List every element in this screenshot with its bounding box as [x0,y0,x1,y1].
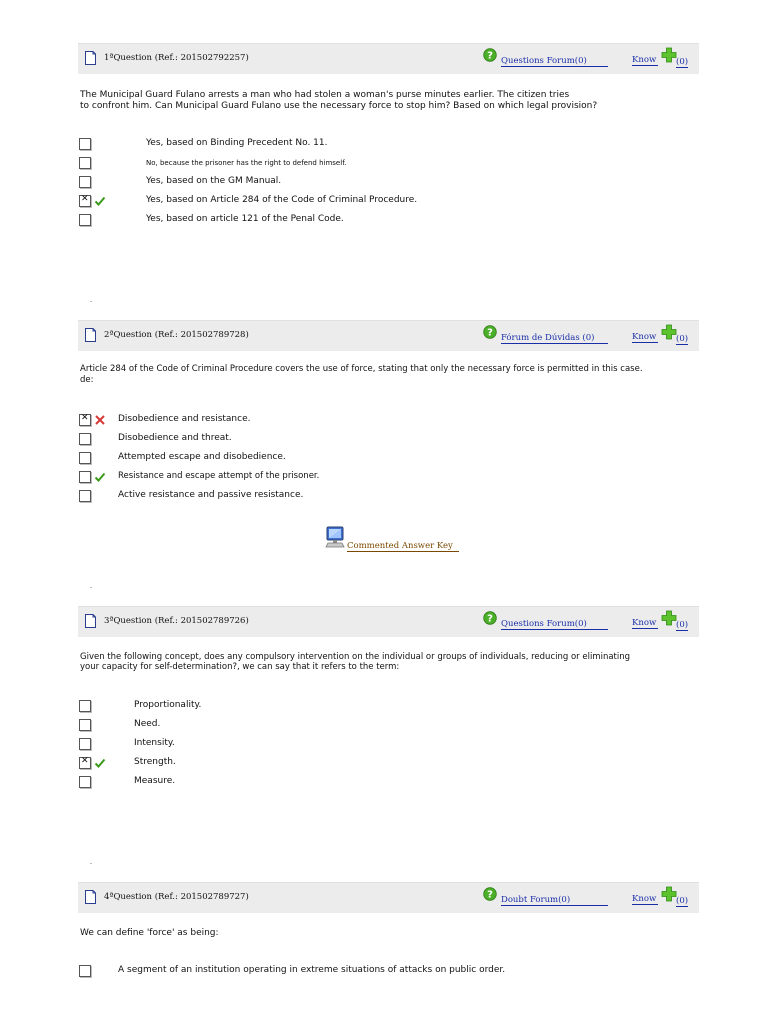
doubts-forum-link[interactable]: Fórum de Dúvidas (0) [501,333,608,344]
svg-text:?: ? [487,50,493,62]
option-checkbox[interactable] [79,965,91,977]
question-text-line: Article 284 of the Code of Criminal Procedure covers the use of force, stating that only the necessary force is permitted in this case. [80,364,643,374]
check-mark-icon [94,471,106,483]
option-row[interactable] [79,414,679,428]
question-title: 4ªQuestion (Ref.: 201502789727) [104,892,249,902]
svg-text:?: ? [487,327,493,339]
svg-text:?: ? [487,889,493,901]
option-checkbox-checked[interactable] [79,195,91,207]
option-checkbox[interactable] [79,433,91,445]
doubt-forum-link[interactable]: Doubt Forum(0) [501,895,608,906]
separator-dot [90,301,92,302]
know-link[interactable]: Know [632,55,657,65]
question-2-header [78,320,699,351]
plus-icon[interactable] [661,610,677,626]
plus-icon[interactable] [661,47,677,63]
questions-forum-link[interactable]: Questions Forum(0) [501,619,608,630]
question-3-header [78,606,699,637]
option-checkbox[interactable] [79,700,91,712]
option-row[interactable] [79,738,679,752]
option-label: Measure. [134,776,176,786]
question-1-text [80,90,680,112]
option-label: Yes, based on the GM Manual. [146,176,282,186]
option-row[interactable] [79,452,679,466]
question-title: 1ªQuestion (Ref.: 201502792257) [104,53,249,63]
option-row[interactable] [79,965,679,979]
separator-dot [90,863,92,864]
option-checkbox[interactable] [79,776,91,788]
question-title: 2ªQuestion (Ref.: 201502789728) [104,330,249,340]
option-checkbox[interactable] [79,738,91,750]
question-3-text [80,652,680,672]
help-icon[interactable] [483,325,497,339]
separator-dot [90,587,92,588]
question-text-line: your capacity for self-determination?, we can say that it refers to the term: [80,662,400,672]
option-row[interactable] [79,433,679,447]
option-row[interactable] [79,157,679,171]
option-checkbox[interactable] [79,176,91,188]
option-label: Yes, based on Binding Precedent No. 11. [146,138,328,148]
question-text-line: The Municipal Guard Fulano arrests a man who had stolen a woman's purse minutes earlier. The citizen tries [80,90,570,100]
svg-text:?: ? [487,613,493,625]
option-checkbox[interactable] [79,138,91,150]
question-title: 3ªQuestion (Ref.: 201502789726) [104,616,249,626]
option-row[interactable] [79,719,679,733]
option-label: Active resistance and passive resistance. [118,490,304,500]
plus-icon[interactable] [661,324,677,340]
know-count-link[interactable]: (0) [676,334,689,344]
option-row[interactable] [79,471,679,485]
option-row[interactable] [79,138,679,152]
question-text-line: Given the following concept, does any compulsory intervention on the individual or groups of individuals, reducing or eliminating [80,652,631,662]
option-label: Proportionality. [134,700,202,710]
check-mark-icon [94,195,106,207]
option-row[interactable] [79,757,679,771]
option-checkbox[interactable] [79,490,91,502]
question-text-line: to confront him. Can Municipal Guard Fulano use the necessary force to stop him? Based on which legal provision? [80,101,598,111]
question-4-header [78,882,699,913]
option-checkbox[interactable] [79,452,91,464]
option-row[interactable] [79,214,679,228]
document-icon [85,328,96,342]
know-count-link[interactable]: (0) [676,57,689,67]
check-mark-icon [94,757,106,769]
option-checkbox[interactable] [79,471,91,483]
option-checkbox-checked[interactable] [79,414,91,426]
option-label: Yes, based on Article 284 of the Code of Criminal Procedure. [146,195,418,205]
option-row[interactable] [79,176,679,190]
option-label: No, because the prisoner has the right to defend himself. [146,159,347,167]
question-2-text [80,364,680,386]
option-row[interactable] [79,195,679,209]
document-icon [85,614,96,628]
help-icon[interactable] [483,48,497,62]
know-link[interactable]: Know [632,332,657,342]
option-row[interactable] [79,700,679,714]
option-checkbox[interactable] [79,719,91,731]
option-label: Intensity. [134,738,175,748]
document-icon [85,890,96,904]
know-link[interactable]: Know [632,894,657,904]
option-label: Resistance and escape attempt of the prisoner. [118,471,320,481]
know-link[interactable]: Know [632,618,657,628]
option-label: Disobedience and resistance. [118,414,251,424]
option-label: Yes, based on article 121 of the Penal Code. [146,214,344,224]
option-checkbox-checked[interactable] [79,757,91,769]
option-label: Disobedience and threat. [118,433,232,443]
help-icon[interactable] [483,887,497,901]
option-label: Strength. [134,757,176,767]
option-label: Need. [134,719,161,729]
monitor-icon [325,526,345,548]
option-checkbox[interactable] [79,214,91,226]
question-4-text [80,928,680,939]
commented-answer-key[interactable] [325,526,455,554]
option-label: Attempted escape and disobedience. [118,452,286,462]
question-text-line: de: [80,375,94,385]
option-row[interactable] [79,490,679,504]
option-label: A segment of an institution operating in extreme situations of attacks on public order. [118,965,506,975]
help-icon[interactable] [483,611,497,625]
question-text-line: We can define 'force' as being: [80,928,219,938]
option-checkbox[interactable] [79,157,91,169]
know-count-link[interactable]: (0) [676,620,689,630]
know-count-link[interactable]: (0) [676,896,689,906]
option-row[interactable] [79,776,679,790]
document-icon [85,51,96,65]
wrong-mark-icon [94,414,106,426]
plus-icon[interactable] [661,886,677,902]
question-1-header [78,43,699,74]
questions-forum-link[interactable]: Questions Forum(0) [501,56,608,67]
commented-answer-key-link[interactable]: Commented Answer Key [347,541,459,552]
